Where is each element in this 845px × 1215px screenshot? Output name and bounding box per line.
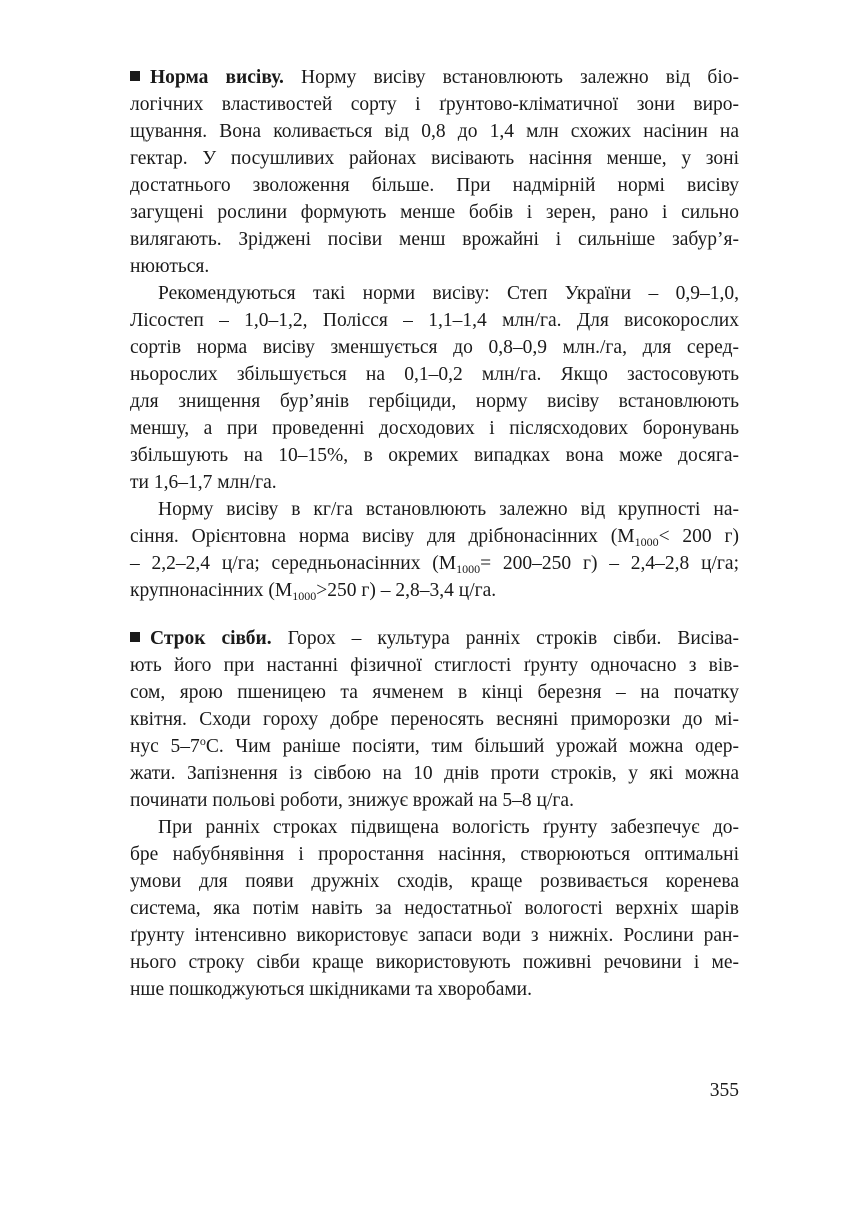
text-line: ти 1,6–1,7 млн/га.: [130, 472, 277, 493]
text-line: ють його при настанні фізичної стиглості ґрунту одночасно з вів-: [130, 655, 739, 676]
text-line: ньорослих збільшується на 0,1–0,2 млн/га. Якщо застосовують: [130, 364, 739, 385]
text-line: починати польові роботи, знижує врожай на 5–8 ц/га.: [130, 790, 574, 811]
text-line: загущені рослини формують менше бобів і зерен, рано і сильно: [130, 202, 739, 223]
section2-p1-line1: Строк сівби. Горох – культура ранніх строків сівби. Висіва-: [130, 625, 739, 652]
text-line: квітня. Сходи гороху добре переносять весняні приморозки до мі-: [130, 709, 739, 730]
text-line: крупнонасінних ($М_{1000}>250$ г) – 2,8–3,4 ц/га.: [130, 580, 497, 603]
text-line: меншу, а при проведенні досходових і післясходових боронувань: [130, 418, 739, 439]
text-line: умови для появи дружніх сходів, краще розвивається коренева: [130, 871, 739, 892]
text-line: система, яка потім навіть за недостатньої вологості верхніх шарів: [130, 898, 739, 919]
section2-heading: Строк сівби.: [150, 628, 272, 649]
text-line: вилягають. Зріджені посіви менш врожайні і сильніше забур’я-: [130, 229, 739, 250]
text-line: нього строку сівби краще використовують поживні речовини і ме-: [130, 952, 739, 973]
square-bullet-icon: [130, 632, 140, 642]
text-line: достатнього зволоження більше. При надмірній нормі висіву: [130, 175, 739, 196]
text-line: логічних властивостей сорту і ґрунтово-кліматичної зони виро-: [130, 94, 739, 115]
text-line: гектар. У посушливих районах висівають насіння менше, у зоні: [130, 148, 739, 169]
text-line: – 2,2–2,4 ц/га; середньонасінних ($М_{1000}= 200-250$ г) – 2,4–2,8 ц/га;: [130, 553, 739, 576]
text-line: для знищення бур’янів гербіциди, норму висіву встановлюють: [130, 391, 739, 412]
text-line: збільшують на 10–15%, в окремих випадках вона може досяга-: [130, 445, 739, 466]
text-line: нус $5-7^оС$. Чим раніше посіяти, тим більший урожай можна одер-: [130, 734, 739, 757]
text-line: Норму висіву в кг/га встановлюють залежно від крупності на-: [158, 499, 739, 520]
text-line: сортів норма висіву зменшується до 0,8–0,9 млн./га, для серед-: [130, 337, 739, 358]
text-line: ґрунту інтенсивно використовує запаси води з нижніх. Рослини ран-: [130, 925, 739, 946]
text-line: щування. Вона коливається від 0,8 до 1,4 млн схожих насінин на: [130, 121, 739, 142]
page-number: 355: [709, 1080, 739, 1101]
square-bullet-icon: [130, 71, 140, 81]
text-line: сом, ярою пшеницею та ячменем в кінці березня – на початку: [130, 682, 739, 703]
text-line: жати. Запізнення із сівбою на 10 днів проти строків, у які можна: [130, 763, 739, 784]
text-line: нше пошкоджуються шкідниками та хворобами.: [130, 979, 532, 1000]
text-line: бре набубнявіння і проростання насіння, створюються оптимальні: [130, 844, 739, 865]
text-line: нюються.: [130, 256, 210, 277]
text-line: сіння. Орієнтовна норма висіву для дрібнонасінних ($М_{1000}< 200$ г): [130, 526, 739, 549]
text-line: При ранніх строках підвищена вологість ґрунту забезпечує до-: [158, 817, 739, 838]
section1-heading: Норма висіву.: [150, 67, 284, 88]
text-line: Рекомендуються такі норми висіву: Степ України – 0,9–1,0,: [158, 283, 739, 304]
section1-p1-line1: Норма висіву. Норму висіву встановлюють залежно від біо-: [130, 64, 739, 91]
text-line: Лісостеп – 1,0–1,2, Полісся – 1,1–1,4 млн/га. Для високорослих: [130, 310, 739, 331]
